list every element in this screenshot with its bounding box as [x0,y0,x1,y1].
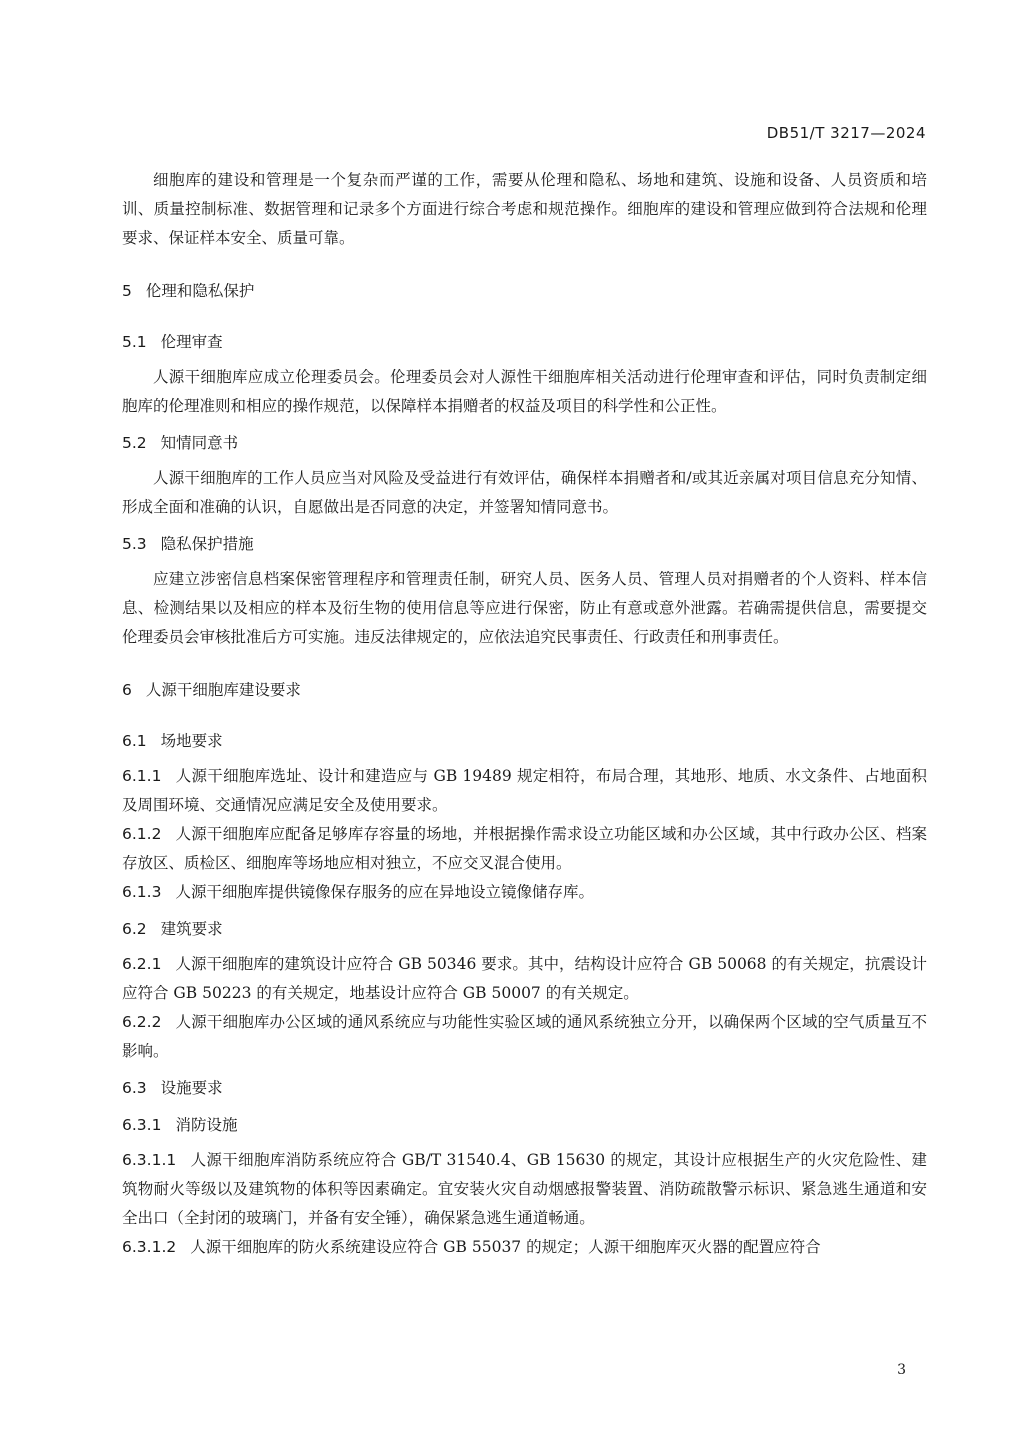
clause-text: 人源干细胞库办公区域的通风系统应与功能性实验区域的通风系统独立分开，以确保两个区域的空气质量互不影响。 [122,1013,927,1060]
clause-number: 6.3.1.2 [122,1238,177,1256]
clause-text: 人源干细胞库选址、设计和建造应与 GB 19489 规定相符，布局合理，其地形、地质、水文条件、占地面积及周围环境、交通情况应满足安全及使用要求。 [122,767,927,814]
clause-number: 6.1.3 [122,883,162,901]
section-title: 隐私保护措施 [160,535,254,553]
clause-6-2-1 [122,950,927,1008]
clause-6-1-2 [122,820,927,878]
section-6-3-1-heading [122,1111,927,1140]
section-title: 人源干细胞库建设要求 [145,681,301,699]
section-5-heading [122,277,927,306]
clause-6-1-1 [122,762,927,820]
intro-paragraph: 细胞库的建设和管理是一个复杂而严谨的工作，需要从伦理和隐私、场地和建筑、设施和设备、人员资质和培训、质量控制标准、数据管理和记录多个方面进行综合考虑和规范操作。细胞库的建设和管理应做到符合法规和伦理要求、保证样本安全、质量可靠。 [122,171,927,247]
section-number: 5.1 [122,333,147,351]
section-5-2-heading [122,429,927,458]
clause-number: 6.2.1 [122,955,162,973]
clause-text: 人源干细胞库提供镜像保存服务的应在异地设立镜像储存库。 [175,883,594,901]
section-number: 6.2 [122,920,147,938]
section-title: 场地要求 [160,732,223,750]
page-content [122,166,927,1262]
section-6-3-heading [122,1074,927,1103]
section-6-2-heading [122,915,927,944]
clause-6-3-1-1 [122,1146,927,1233]
section-5-1-text: 人源干细胞库应成立伦理委员会。伦理委员会对人源性干细胞库相关活动进行伦理审查和评估，同时负责制定细胞库的伦理准则和相应的操作规范，以保障样本捐赠者的权益及项目的科学性和公正性。 [122,368,927,415]
clause-text: 人源干细胞库消防系统应符合 GB/T 31540.4、GB 15630 的规定，其设计应根据生产的火灾危险性、建筑物耐火等级以及建筑物的体积等因素确定。宜安装火灾自动烟感报警装置、消防疏散警示标识、紧急逃生通道和安全出口（全封闭的玻璃门，并备有安全锤），确保紧急逃生通道畅通。 [122,1151,927,1227]
section-number: 5.3 [122,535,147,553]
section-title: 伦理和隐私保护 [145,282,255,300]
page-number: 3 [897,1362,906,1378]
standard-code: DB51/T 3217—2024 [766,124,926,142]
clause-number: 6.2.2 [122,1013,162,1031]
clause-number: 6.3.1.1 [122,1151,177,1169]
section-number: 6.1 [122,732,147,750]
clause-6-1-3 [122,878,927,907]
section-5-3-text: 应建立涉密信息档案保密管理程序和管理责任制，研究人员、医务人员、管理人员对捐赠者的个人资料、样本信息、检测结果以及相应的样本及衍生物的使用信息等应进行保密，防止有意或意外泄露。若确需提供信息，需要提交伦理委员会审核批准后方可实施。违反法律规定的，应依法追究民事责任、行政责任和刑事责任。 [122,570,927,646]
section-title: 建筑要求 [160,920,223,938]
section-title: 设施要求 [160,1079,223,1097]
section-number: 6.3.1 [122,1116,162,1134]
clause-text: 人源干细胞库的建筑设计应符合 GB 50346 要求。其中，结构设计应符合 GB 50068 的有关规定，抗震设计应符合 GB 50223 的有关规定，地基设计应符合 GB 50007 的有关规定。 [122,955,927,1002]
section-number: 5.2 [122,434,147,452]
section-5-1-heading [122,328,927,357]
section-title: 伦理审查 [160,333,223,351]
section-number: 5 [122,282,132,300]
section-number: 6 [122,681,132,699]
clause-6-2-2 [122,1008,927,1066]
clause-number: 6.1.2 [122,825,162,843]
section-6-1-heading [122,727,927,756]
clause-text: 人源干细胞库的防火系统建设应符合 GB 55037 的规定；人源干细胞库灭火器的配置应符合 [190,1238,821,1256]
section-6-heading [122,676,927,705]
section-number: 6.3 [122,1079,147,1097]
section-title: 知情同意书 [160,434,239,452]
clause-text: 人源干细胞库应配备足够库存容量的场地，并根据操作需求设立功能区域和办公区域，其中行政办公区、档案存放区、质检区、细胞库等场地应相对独立，不应交叉混合使用。 [122,825,927,872]
section-title: 消防设施 [175,1116,238,1134]
clause-6-3-1-2 [122,1233,927,1262]
section-5-2-text: 人源干细胞库的工作人员应当对风险及受益进行有效评估，确保样本捐赠者和/或其近亲属对项目信息充分知情、形成全面和准确的认识，自愿做出是否同意的决定，并签署知情同意书。 [122,469,927,516]
clause-number: 6.1.1 [122,767,162,785]
section-5-3-heading [122,530,927,559]
